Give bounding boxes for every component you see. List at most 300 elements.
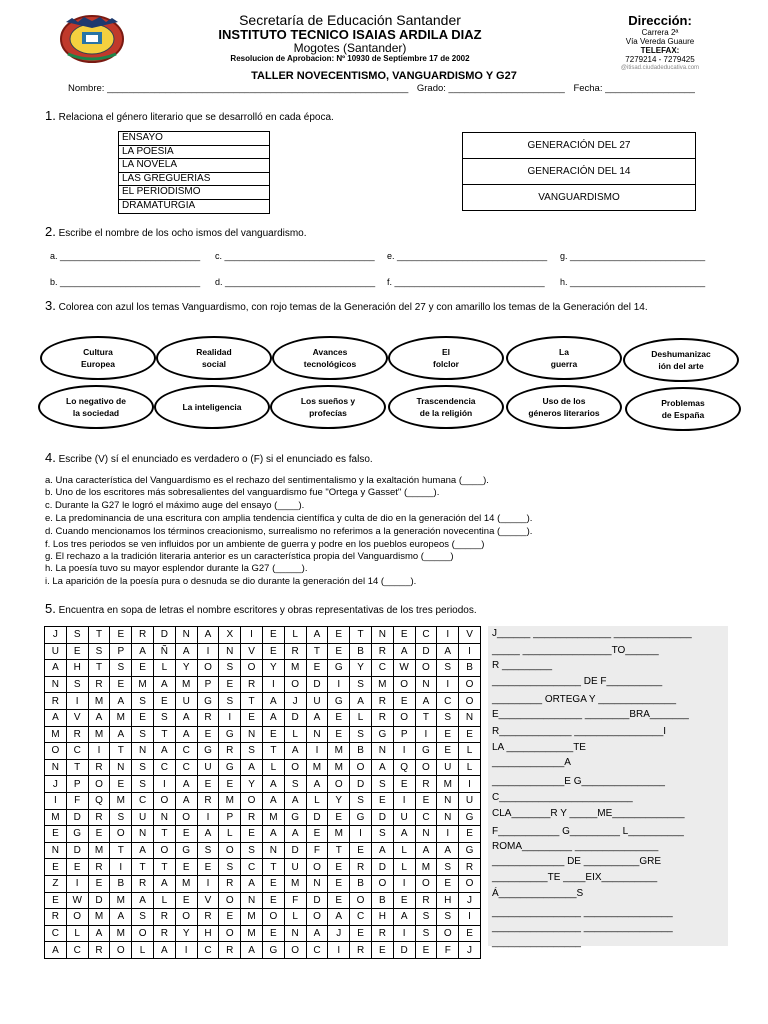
grid-cell[interactable]: J [459,942,481,959]
grid-cell[interactable]: M [88,842,110,859]
topic-oval[interactable] [154,385,270,429]
grid-cell[interactable]: J [459,892,481,909]
grid-cell[interactable]: O [459,875,481,892]
grid-cell[interactable]: O [132,925,154,942]
grid-cell[interactable]: D [306,892,328,909]
grid-cell[interactable]: A [175,776,197,793]
grid-cell[interactable]: T [153,826,175,843]
grid-cell[interactable]: U [284,859,306,876]
grid-cell[interactable]: O [306,859,328,876]
grid-cell[interactable]: S [437,709,459,726]
grid-cell[interactable]: V [241,643,263,660]
grid-cell[interactable]: E [153,693,175,710]
topic-oval[interactable] [388,385,504,429]
grid-cell[interactable]: L [262,759,284,776]
grid-cell[interactable]: R [415,892,437,909]
grid-cell[interactable]: D [66,842,88,859]
topic-oval[interactable] [625,387,741,431]
grid-cell[interactable]: R [241,676,263,693]
grid-cell[interactable]: M [306,759,328,776]
grid-cell[interactable]: N [219,643,241,660]
grid-cell[interactable]: N [371,627,393,644]
answer-line[interactable]: R _________ [492,660,553,671]
grid-cell[interactable]: S [153,709,175,726]
grid-cell[interactable]: A [393,826,415,843]
grid-cell[interactable]: A [175,643,197,660]
grid-cell[interactable]: D [88,892,110,909]
grid-cell[interactable]: A [175,792,197,809]
grid-cell[interactable]: O [459,693,481,710]
grid-cell[interactable]: A [110,726,132,743]
grid-cell[interactable]: E [45,892,67,909]
grid-cell[interactable]: W [393,660,415,677]
grid-cell[interactable]: E [110,627,132,644]
answer-line[interactable]: C________________________ [492,792,633,803]
grid-cell[interactable]: F [66,792,88,809]
grid-cell[interactable]: R [153,909,175,926]
grid-cell[interactable]: N [241,892,263,909]
grid-cell[interactable]: E [328,726,350,743]
grid-cell[interactable]: A [306,709,328,726]
grid-cell[interactable]: A [284,743,306,760]
grid-cell[interactable]: N [45,759,67,776]
grid-cell[interactable]: G [66,826,88,843]
fecha-field[interactable]: Fecha: _________________ [573,83,695,94]
grid-cell[interactable]: E [219,676,241,693]
grid-cell[interactable]: T [415,709,437,726]
grid-cell[interactable]: E [328,709,350,726]
grid-cell[interactable]: M [110,892,132,909]
answer-line[interactable]: _____________A [492,757,571,768]
grid-cell[interactable]: L [284,726,306,743]
grid-cell[interactable]: N [132,826,154,843]
statement[interactable]: f. Los tres periodos se ven influidos por un ambiente de guerra y podre en los pueblos europeos (_____) [45,539,485,550]
grid-cell[interactable]: U [132,809,154,826]
grid-cell[interactable]: T [88,660,110,677]
grid-cell[interactable]: I [393,792,415,809]
grid-cell[interactable]: O [306,909,328,926]
grid-cell[interactable]: W [66,892,88,909]
grid-cell[interactable]: O [284,942,306,959]
statement[interactable]: c. Durante la G27 le logró el máximo auge del ensayo (____). [45,500,305,511]
grid-cell[interactable]: A [371,842,393,859]
grid-cell[interactable]: E [175,859,197,876]
grid-cell[interactable]: S [371,776,393,793]
grid-cell[interactable]: S [219,660,241,677]
grid-cell[interactable]: I [153,776,175,793]
grid-cell[interactable]: G [219,726,241,743]
grid-cell[interactable]: O [219,925,241,942]
grid-cell[interactable]: L [153,660,175,677]
grid-cell[interactable]: O [393,709,415,726]
grid-cell[interactable]: E [371,792,393,809]
grid-cell[interactable]: M [262,809,284,826]
grid-cell[interactable]: T [110,743,132,760]
grid-cell[interactable]: N [415,676,437,693]
grid-cell[interactable]: E [219,909,241,926]
grid-cell[interactable]: I [306,743,328,760]
grid-cell[interactable]: A [437,643,459,660]
grid-cell[interactable]: D [153,627,175,644]
grid-cell[interactable]: T [241,693,263,710]
grid-cell[interactable]: Z [45,875,67,892]
grid-cell[interactable]: S [219,693,241,710]
answer-line[interactable]: ________________ [492,937,581,948]
grid-cell[interactable]: N [175,627,197,644]
grid-cell[interactable]: A [197,826,219,843]
grid-cell[interactable]: A [45,942,67,959]
grid-cell[interactable]: I [459,776,481,793]
grid-cell[interactable]: C [415,809,437,826]
grid-cell[interactable]: L [153,892,175,909]
grid-cell[interactable]: N [437,809,459,826]
answer-line[interactable]: _____________E G_______________ [492,776,665,787]
grid-cell[interactable]: I [197,875,219,892]
grid-cell[interactable]: Q [393,759,415,776]
grid-cell[interactable]: B [371,892,393,909]
grid-cell[interactable]: R [371,925,393,942]
grid-cell[interactable]: R [88,759,110,776]
grid-cell[interactable]: R [197,709,219,726]
grid-cell[interactable]: M [219,792,241,809]
grid-cell[interactable]: R [45,693,67,710]
grid-cell[interactable]: T [262,859,284,876]
grid-cell[interactable]: M [437,776,459,793]
grid-cell[interactable]: C [175,743,197,760]
grid-cell[interactable]: L [132,942,154,959]
grid-cell[interactable]: I [393,875,415,892]
grid-cell[interactable]: E [197,776,219,793]
grid-cell[interactable]: M [110,925,132,942]
grid-cell[interactable]: S [66,627,88,644]
grid-cell[interactable]: A [88,709,110,726]
grid-cell[interactable]: C [175,759,197,776]
grid-cell[interactable]: A [262,693,284,710]
grid-cell[interactable]: G [459,809,481,826]
grid-cell[interactable]: D [306,809,328,826]
grid-cell[interactable]: E [241,826,263,843]
answer-line[interactable]: E_______________ ________BRA_______ [492,709,689,720]
grid-cell[interactable]: C [350,909,372,926]
grid-cell[interactable]: P [219,809,241,826]
grid-cell[interactable]: J [284,693,306,710]
grid-cell[interactable]: O [175,909,197,926]
grid-cell[interactable]: G [459,842,481,859]
grid-cell[interactable]: I [459,909,481,926]
grid-cell[interactable]: F [437,942,459,959]
grid-cell[interactable]: A [306,925,328,942]
grid-cell[interactable]: M [45,726,67,743]
grid-cell[interactable]: M [284,660,306,677]
grid-cell[interactable]: S [437,660,459,677]
grid-cell[interactable]: E [393,776,415,793]
grid-cell[interactable]: R [284,643,306,660]
grid-cell[interactable]: O [459,676,481,693]
grid-cell[interactable]: S [284,776,306,793]
grid-cell[interactable]: N [45,676,67,693]
grid-cell[interactable]: I [328,676,350,693]
grid-cell[interactable]: A [262,792,284,809]
grid-cell[interactable]: O [393,676,415,693]
ismo-blank-f[interactable]: f. ______________________________ [387,277,545,287]
grid-cell[interactable]: D [415,643,437,660]
topic-oval[interactable] [38,385,154,429]
grid-cell[interactable]: A [45,709,67,726]
grid-cell[interactable]: S [66,676,88,693]
grid-cell[interactable]: S [241,842,263,859]
grid-cell[interactable]: I [219,709,241,726]
grid-cell[interactable]: T [66,759,88,776]
statement[interactable]: h. La poesía tuvo su mayor esplendor durante la G27 (_____). [45,563,308,574]
topic-oval[interactable] [156,336,272,380]
grid-cell[interactable]: I [45,792,67,809]
grid-cell[interactable]: V [66,709,88,726]
grid-cell[interactable]: A [284,792,306,809]
grid-cell[interactable]: M [328,759,350,776]
grid-cell[interactable]: E [262,925,284,942]
grid-cell[interactable]: O [241,792,263,809]
grid-cell[interactable]: O [415,660,437,677]
grid-cell[interactable]: N [262,842,284,859]
grid-cell[interactable]: O [328,776,350,793]
grid-cell[interactable]: E [328,627,350,644]
grid-cell[interactable]: N [415,826,437,843]
grid-cell[interactable]: R [153,925,175,942]
grid-cell[interactable]: S [415,925,437,942]
grid-cell[interactable]: E [197,726,219,743]
grid-cell[interactable]: D [284,842,306,859]
grid-cell[interactable]: I [437,826,459,843]
grid-cell[interactable]: A [241,942,263,959]
grid-cell[interactable]: A [175,709,197,726]
grid-cell[interactable]: O [415,875,437,892]
grid-cell[interactable]: R [197,909,219,926]
grid-cell[interactable]: S [132,909,154,926]
grid-cell[interactable]: E [241,709,263,726]
grid-cell[interactable]: O [415,759,437,776]
grid-cell[interactable]: R [415,776,437,793]
grid-cell[interactable]: B [350,875,372,892]
grid-cell[interactable]: E [437,875,459,892]
grid-cell[interactable]: E [459,826,481,843]
grid-cell[interactable]: A [262,709,284,726]
grid-cell[interactable]: E [437,743,459,760]
grid-cell[interactable]: S [415,909,437,926]
grid-cell[interactable]: M [88,909,110,926]
grid-cell[interactable]: M [241,909,263,926]
grid-cell[interactable]: C [306,942,328,959]
grid-cell[interactable]: C [241,859,263,876]
grid-cell[interactable]: G [328,693,350,710]
grid-cell[interactable]: E [110,776,132,793]
grid-cell[interactable]: A [415,693,437,710]
grid-cell[interactable]: E [306,826,328,843]
grid-cell[interactable]: I [415,726,437,743]
grid-cell[interactable]: N [371,743,393,760]
grid-cell[interactable]: R [66,726,88,743]
grid-cell[interactable]: E [415,942,437,959]
grid-cell[interactable]: B [350,743,372,760]
grid-cell[interactable]: L [393,842,415,859]
grid-cell[interactable]: E [328,643,350,660]
grid-cell[interactable]: F [306,842,328,859]
ismo-blank-e[interactable]: e. ______________________________ [387,251,548,261]
topic-oval[interactable] [270,385,386,429]
grid-cell[interactable]: O [350,759,372,776]
grid-cell[interactable]: C [371,660,393,677]
grid-cell[interactable]: E [393,627,415,644]
grid-cell[interactable]: E [262,726,284,743]
grid-cell[interactable]: E [110,676,132,693]
grid-cell[interactable]: S [350,726,372,743]
grid-cell[interactable]: T [350,627,372,644]
grid-cell[interactable]: R [350,942,372,959]
grid-cell[interactable]: O [110,826,132,843]
grid-cell[interactable]: G [371,726,393,743]
grid-cell[interactable]: O [262,909,284,926]
grid-cell[interactable]: Y [350,660,372,677]
grid-cell[interactable]: S [197,842,219,859]
grid-cell[interactable]: G [284,809,306,826]
grid-cell[interactable]: D [306,676,328,693]
grid-cell[interactable]: D [371,859,393,876]
grid-cell[interactable]: J [45,627,67,644]
grid-cell[interactable]: R [45,909,67,926]
grid-cell[interactable]: E [132,660,154,677]
grid-cell[interactable]: E [415,792,437,809]
grid-cell[interactable]: E [45,859,67,876]
grid-cell[interactable]: U [175,693,197,710]
grid-cell[interactable]: E [393,693,415,710]
grid-cell[interactable]: E [175,892,197,909]
grid-cell[interactable]: I [350,826,372,843]
grid-cell[interactable]: N [110,759,132,776]
grid-cell[interactable]: L [459,743,481,760]
grid-cell[interactable]: S [241,743,263,760]
grid-cell[interactable]: Ñ [153,643,175,660]
grid-cell[interactable]: O [66,909,88,926]
answer-line[interactable]: _____ ________________TO______ [492,645,659,656]
answer-line[interactable]: ________________ ________________ [492,907,673,918]
answer-line[interactable]: LA ____________TE [492,742,586,753]
grid-cell[interactable]: S [437,859,459,876]
grid-cell[interactable]: I [437,627,459,644]
grid-cell[interactable]: A [175,726,197,743]
grid-cell[interactable]: A [241,875,263,892]
grid-cell[interactable]: B [459,660,481,677]
grid-cell[interactable]: R [88,809,110,826]
grid-cell[interactable]: M [415,859,437,876]
answer-line[interactable]: _________ ORTEGA Y ______________ [492,694,677,705]
grid-cell[interactable]: M [175,875,197,892]
grid-cell[interactable]: M [328,743,350,760]
grid-cell[interactable]: A [371,759,393,776]
grid-cell[interactable]: C [132,792,154,809]
grid-cell[interactable]: I [328,942,350,959]
grid-cell[interactable]: E [328,859,350,876]
grid-cell[interactable]: E [88,826,110,843]
grid-cell[interactable]: O [175,809,197,826]
grid-cell[interactable]: U [393,809,415,826]
grid-cell[interactable]: A [132,892,154,909]
grid-cell[interactable]: A [153,942,175,959]
ismo-blank-g[interactable]: g. ___________________________ [560,251,706,261]
grid-cell[interactable]: E [88,875,110,892]
grid-cell[interactable]: R [88,942,110,959]
grid-cell[interactable]: T [153,726,175,743]
topic-oval[interactable] [623,338,739,382]
answer-line[interactable]: _____________ DE __________GRE [492,856,662,867]
grid-cell[interactable]: V [197,892,219,909]
grid-cell[interactable]: E [328,809,350,826]
grid-cell[interactable]: P [197,676,219,693]
grid-cell[interactable]: O [371,875,393,892]
grid-cell[interactable]: M [284,875,306,892]
grid-cell[interactable]: C [66,942,88,959]
grid-cell[interactable]: A [284,826,306,843]
grid-cell[interactable]: N [132,743,154,760]
grid-cell[interactable]: I [459,643,481,660]
grid-cell[interactable]: J [328,925,350,942]
grid-cell[interactable]: A [153,743,175,760]
topic-oval[interactable] [388,336,504,380]
grid-cell[interactable]: N [241,726,263,743]
grid-cell[interactable]: P [393,726,415,743]
grid-cell[interactable]: G [197,743,219,760]
grid-cell[interactable]: D [371,809,393,826]
grid-cell[interactable]: R [241,809,263,826]
grid-cell[interactable]: O [153,792,175,809]
grid-cell[interactable]: E [262,892,284,909]
grid-cell[interactable]: M [371,676,393,693]
grid-cell[interactable]: N [153,809,175,826]
answer-line[interactable]: ________________ DE F__________ [492,676,663,687]
grid-cell[interactable]: A [262,826,284,843]
grid-cell[interactable]: E [459,925,481,942]
grid-cell[interactable]: N [45,842,67,859]
grid-cell[interactable]: I [262,676,284,693]
statement[interactable]: i. La aparición de la poesía pura o desnuda se dio durante la generación del 14 (_____). [45,576,417,587]
grid-cell[interactable]: G [328,660,350,677]
grid-cell[interactable]: M [110,709,132,726]
grid-cell[interactable]: R [371,709,393,726]
grid-cell[interactable]: A [153,875,175,892]
nombre-field[interactable]: Nombre: _________________________________________________________ [68,83,409,94]
grid-cell[interactable]: D [284,709,306,726]
grid-cell[interactable]: L [350,709,372,726]
grid-cell[interactable]: O [284,676,306,693]
grid-cell[interactable]: E [132,709,154,726]
grid-cell[interactable]: R [219,942,241,959]
grid-cell[interactable]: E [371,942,393,959]
grid-cell[interactable]: M [88,726,110,743]
grid-cell[interactable]: R [88,676,110,693]
answer-line[interactable]: J______ ______________ ______________ [492,628,692,639]
grid-cell[interactable]: T [153,859,175,876]
grid-cell[interactable]: M [45,809,67,826]
grid-cell[interactable]: H [66,660,88,677]
grid-cell[interactable]: E [350,925,372,942]
grid-cell[interactable]: I [197,809,219,826]
grid-cell[interactable]: I [88,743,110,760]
grid-cell[interactable]: R [132,875,154,892]
grid-cell[interactable]: E [66,643,88,660]
topic-oval[interactable] [506,385,622,429]
answer-line[interactable]: CLA_______R Y _____ME_____________ [492,808,685,819]
answer-line[interactable]: R_____________ ________________I [492,726,667,737]
grid-cell[interactable]: M [110,792,132,809]
grid-cell[interactable]: N [306,726,328,743]
